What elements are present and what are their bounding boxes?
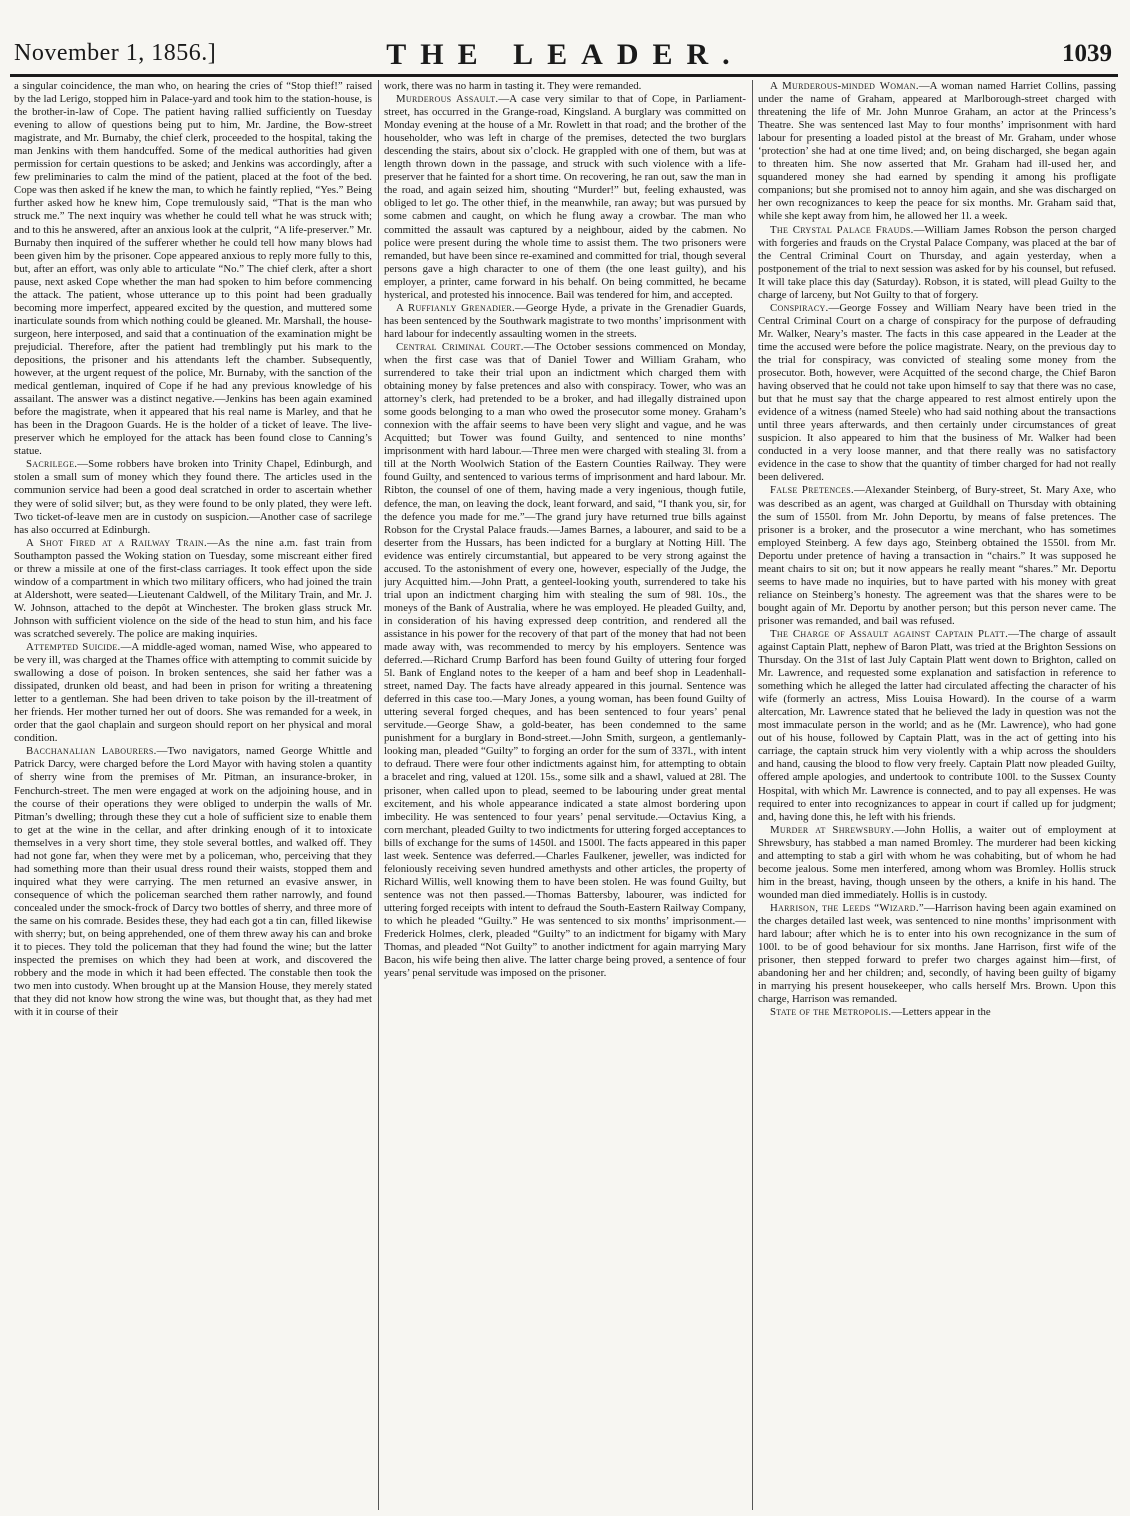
masthead-rule [10,74,1118,77]
article-text: —George Fossey and William Neary have been tried in the Central Criminal Court on a charge of conspiracy for the purpose of defrauding Mr. Walker, Neary’s master. The facts in this case appeared in the Leader at the time the accused were before the police magistrate. Neary, on the previous day to the trial for conspiracy, was convicted of stealing some money from the prosecutor. Both, however, were Acquitted of the second charge, the Chief Baron having observed that he could not take upon himself to say that there was no case, but that he must say that the charge appeared to rest almost entirely upon the evidence of a witness (named Steele) who had said nothing about the transactions until three years afterwards, and then certainly under circumstances of great suspicion. It also appeared to him that the business of Mr. Walker had been conducted in a very loose manner, and that there really was no satisfactory evidence in the case to show that the quantity of timber charged for had not really been delivered. [758,301,1116,484]
column-2 [384,80,746,1510]
article-heading: Sacrilege. [26,458,78,471]
article-heading: A Shot Fired at a Railway Train. [26,536,207,549]
article-text: —As the nine a.m. fast train from Southampton passed the Woking station on Tuesday, some miscreant either fired or threw a missile at one of the first-class carriages. It took effect upon the side window of a compartment in which two military officers, who had joined the train at Aldershott, were seated—Lieutenant Caldwell, of the Military Train, and Mr. J. W. Johnson, attached to the depôt at Winchester. The broken glass struck Mr. Johnson with sufficient violence on the side of the head to stun him, and his face was scratched severely. The police are making inquiries. [14,536,372,640]
article-heading: Central Criminal Court. [396,340,524,353]
article-paragraph [758,80,1116,224]
article-text: —A woman named Harriet Collins, passing under the name of Graham, appeared at Marlborough-street charged with threatening the life of Mr. John Munroe Graham, an actor at the Princess’s Theatre. She was sentenced last May to four months’ imprisonment with hard labour for presenting a loaded pistol at the breast of Mr. Graham, under whose ‘protection’ she had at one time lived; and, on being discharged, she began again to threaten him. She now asserted that Mr. Graham had ill-used her, and squandered money she had earned by spending it among his profligate companions; but she promised not to annoy him again, and she was discharged on her own recognizances to keep the peace for six months. Mr. Graham said that, while she kept away from him, he allowed her 1l. a week. [758,80,1116,223]
article-text: —The charge of assault against Captain Platt, nephew of Baron Platt, was tried at the Brighton Sessions on Thursday. On the 31st of last July Captain Platt went down to Brighton, called on Mr. Lawrence, and requested some explanation and satisfaction in reference to something which he alleged the latter had circulated affecting the character of his wife (formerly an actress, Miss Louisa Howard). In the course of a warm altercation, Mr. Lawrence stated that he believed the lady in question was not the most immaculate person in the world; and as he (Mr. Lawrence), who had gone out of his house, followed by Captain Platt, was in the act of getting into his carriage, the captain struck him very violently with a whip across the shoulders and hand, causing the blood to flow very freely. Captain Platt now pleaded Guilty, offered ample apologies, and undertook to contribute 100l. to the Sussex County Hospital, with which Mr. Lawrence is connected, and to pay all expenses. He was required to enter into recognizances to appear in court if called up for judgment; and, having done this, he left with his friends. [758,627,1116,823]
article-paragraph [14,458,372,536]
article-heading: Harrison, the Leeds “Wizard.” [770,901,924,914]
article-heading: Bacchanalian Labourers. [26,745,157,758]
article-heading: The Crystal Palace Frauds. [770,223,914,236]
article-paragraph [758,628,1116,824]
article-text: —Two navigators, named George Whittle and Patrick Darcy, were charged before the Lord Mayor with having stolen a quantity of sherry wine from the premises of Mr. Pitman, an insurance-broker, in Fenchurch-street. The men were engaged at work on the adjoining house, and in the course of their operations they were obliged to underpin the walls of Mr. Pitman’s dwelling; through these they cut a hole of sufficient size to enable them to get at the wine in the cellar, and after drinking enough of it to intoxicate themselves in a very short time, they stole several bottles, and walked off. They had not gone far, when they were met by a policeman, who, perceiving that they had something more than their usual dress round their waists, stopped them and inquired what they were carrying. The men returned an evasive answer, in consequence of which the policeman searched them rather narrowly, and found concealed under the smock-frock of Darcy two bottles of sherry, and three more of the same on his comrade. Besides these, they had each got a tin can, filled likewise with sherry; but, on being apprehended, one of them threw away his can and broke it to pieces. They told the policeman that they had found the wine; but the latter inspected the premises on which they had been at work, and discovered the robbery and the mode in which it had been effected. The constable then took the two men into custody. When brought up at the Mansion House, they merely stated that they did not know how strong the wine was, but thought that, as they had met with it in course of their [14,745,372,1019]
masthead [0,0,1130,78]
article-text: —A case very similar to that of Cope, in Parliament-street, has occurred in the Grange-road, Kingsland. A burglary was committed on Monday evening at the house of a Mr. Rowlett in that road; and the brother of the householder, who was left in charge of the premises, detected the two burglars descending the stairs, about six o’clock. He grappled with one of them, but was at length thrown down in the passage, and struck with such violence with a life-preserver that he fainted for a short time. On recovering, he ran out, saw the man in the road, and again seized him, shouting “Murder!” but, feeling exhausted, was obliged to let go. The other thief, in the meanwhile, ran away; but was pursued by some cabmen and caught, on which he flung away a crowbar. The man who committed the assault was captured by a neighbour, aided by the cabmen. No police were present during the whole time to assist them. The two prisoners were remanded, but have been since re-examined and committed for trial, though several persons gave a high character to one of them (the one least guilty), and his employer, a printer, came forward in his behalf. On being committed, he became hysterical, and protested his innocence. Bail was tendered for him, and accepted. [384,93,746,301]
article-paragraph [14,745,372,1019]
newspaper-title: THE LEADER. [386,38,744,71]
article-paragraph [758,824,1116,902]
article-paragraph [384,93,746,302]
article-paragraph [14,641,372,745]
column-1 [14,80,372,1510]
article-paragraph [758,1006,1116,1019]
article-text: —Harrison having been again examined on the charges detailed last week, was sentenced to nine months’ imprisonment with hard labour; after which he is to enter into his own recognizance in the sum of 100l. to be of good behaviour for six months. Jane Harrison, first wife of the prisoner, then stepped forward to prefer two charges against him—first, of abandoning her and her children; and, secondly, of having been guilty of bigamy in marrying his present housekeeper, who calls herself Mrs. Brown. Upon this charge, Harrison was remanded. [758,901,1116,1006]
article-text: —A middle-aged woman, named Wise, who appeared to be very ill, was charged at the Thames office with attempting to commit suicide by swallowing a dose of poison. In broken sentences, she said her father was a dissipated, drunken old beast, and had been in prison for writing a threatening letter to a gentleman. She had been driven to take poison by the ill-treatment of her friends. Her mother turned her out of doors. She was remanded for a week, in order that the gaol chaplain and surgeon should report on her physical and moral condition. [14,641,372,745]
article-text: —John Hollis, a waiter out of employment at Shrewsbury, has stabbed a man named Bromley. The murderer had been kicking and attempting to stab a girl with whom he was cohabiting, but of whom he had become jealous. Some men interfered, among whom was Bromley. Hollis struck him in the breast, having, though unseen by the others, a knife in his hand. The wounded man died immediately. Hollis is in custody. [758,823,1116,901]
article-paragraph [758,902,1116,1006]
article-heading: Murder at Shrewsbury. [770,823,895,836]
article-paragraph [384,80,746,93]
article-heading: Attempted Suicide. [26,641,121,654]
article-heading: A Ruffianly Grenadier. [396,301,516,314]
article-heading: False Pretences. [770,484,854,497]
article-text: —Alexander Steinberg, of Bury-street, St. Mary Axe, who was described as an agent, was charged at Guildhall on Thursday with obtaining the sum of 1550l. from Mr. John Deportu, by means of false pretences. The prisoner is a broker, and the prosecutor a wine merchant, who has sometimes employed Steinberg. A few days ago, Steinberg obtained the 1550l. from Mr. Deportu under pretence of having a transaction in “chairs.” It was supposed he meant chairs to sit on; but it now appears he really meant “shares.” Mr. Deportu seems to have made no inquiries, but to have parted with his money with great reliance on Steinberg’s honesty. The agreement was that the shares were to be bought again of Mr. Deportu by another person; but this person never came. The prisoner was remanded, and bail was refused. [758,484,1116,627]
article-paragraph [14,537,372,641]
article-heading: A Murderous-minded Woman. [770,80,919,92]
article-text: —William James Robson the person charged with forgeries and frauds on the Crystal Palace Company, was placed at the bar of the Central Criminal Court on Thursday, and again yesterday, when a postponement of the trial to next session was asked for by his counsel, but refused. It will take place this day (Saturday). Robson, it is stated, will plead Guilty to the charge of larceny, but Not Guilty to that of forgery. [758,223,1116,301]
article-paragraph [384,302,746,341]
article-text: work, there was no harm in tasting it. They were remanded. [384,80,642,92]
article-paragraph [758,302,1116,485]
article-heading: Conspiracy. [770,301,829,314]
article-heading: The Charge of Assault against Captain Platt. [770,627,1009,640]
article-paragraph [758,484,1116,628]
article-paragraph [14,80,372,458]
column-3 [758,80,1116,1510]
article-heading: State of the Metropolis. [770,1006,892,1019]
page-number: 1039 [1062,40,1112,67]
column-divider [378,80,379,1510]
article-text: —Some robbers have broken into Trinity Chapel, Edinburgh, and stolen a small sum of money which they found there. The articles used in the communion service had been a good deal scratched in order to ascertain whether they were of solid silver; but, as they were found to be only plated, they were left. Two ticket-of-leave men are in custody on suspicion.—Another case of sacrilege has also occurred at Edinburgh. [14,458,372,536]
article-paragraph [384,341,746,980]
article-heading: Murderous Assault. [396,93,499,106]
issue-date: November 1, 1856.] [14,40,217,66]
article-paragraph [758,224,1116,302]
article-text: —The October sessions commenced on Monday, when the first case was that of Daniel Tower and William Graham, who surrendered to take their trial upon an indictment which charged them with obtaining money by false pretences and also with conspiracy. Tower, who was an attorney’s clerk, had pretended to be a broker, and had illegally distrained upon some goods belonging to a man who owed the prosecutor some money. Graham’s connexion with the affair seems to have been very slight and vague, and he was Acquitted; but Tower was found Guilty, and sentenced to nine months’ imprisonment with hard labour.—Three men were charged with stealing 3l. from a till at the North Woolwich Station of the Eastern Counties Railway. They were found Guilty, and sentenced to various terms of imprisonment and hard labour. Mr. Ribton, the counsel of one of them, having made a very ingenious, though futile, defence, the man, on leaving the dock, leant forward, and said, “I thank you, sir, for the defence you made for me.”—The grand jury have returned true bills against Robson for the Crystal Palace frauds.—James Barnes, a labourer, and said to be a deserter from the Hussars, has been indicted for a burglary at Notting Hill. The evidence was entirely circumstantial, but appeared to be very strong against the accused. To the astonishment of every one, however, especially of the Judge, the jury Acquitted him.—John Pratt, a genteel-looking youth, surrendered to take his trial upon an indictment charging him with stealing the sum of 98l. 10s., the moneys of the Bank of Australia, where he was employed. He pleaded Guilty, and, in consideration of his having expressed deep contrition, and rendered all the assistance in his power for the recovery of that part of the money that had not been made away with, was recommended to mercy by his employers. Sentence was deferred.—Richard Crump Barford has been found Guilty of uttering four forged 5l. Bank of England notes to the keeper of a ham and beef shop in Leadenhall-street, named Day. The facts have already appeared in this journal. Sentence was deferred in this case too.—Mary Jones, a young woman, has been found Guilty of uttering several forged cheques, and has been sentenced to four years’ penal servitude.—George Shaw, a gold-beater, has been condemned to the same punishment for a burglary in Bond-street.—John Smith, surgeon, a gentlemanly-looking man, pleaded “Guilty” to forging an order for the sum of 337l., with intent to defraud. There were four other indictments against him, for attempting to obtain a bracelet and ring, valued at 120l. 15s., some silk and a shawl, valued at 28l. The prisoner, when called upon to plead, seemed to be labouring under great mental excitement, and his whole appearance indicated a state almost bordering upon imbecility. He was sentenced to four years’ penal servitude.—Octavius King, a corn merchant, pleaded Guilty to two indictments for uttering forged acceptances to bills of exchange for the sums of 1450l. and 1500l. The facts appeared in this paper last week. Sentence was deferred.—Charles Faulkener, jeweller, was indicted for feloniously receiving seven hundred amethysts and other articles, the property of Richard Willis, well knowing them to have been stolen. He was found Guilty, but sentence was not then passed.—Thomas Battersby, labourer, was indicted for uttering forged receipts with intent to defraud the South-Eastern Railway Company, to which he pleaded “Guilty.” He was sentenced to six months’ imprisonment.—Frederick Holmes, clerk, pleaded “Guilty” to an indictment for bigamy with Mary Thomas, and pleaded “Not Guilty” to another indictment for again marrying Mary Bacon, his wife being then alive. The latter charge being proved, a sentence of four years’ penal servitude was imposed on the prisoner. [384,340,746,980]
column-divider [752,80,753,1510]
article-text: a singular coincidence, the man who, on hearing the cries of “Stop thief!” raised by the lad Lerigo, stopped him in Palace-yard and took him to the station-house, is the brother-in-law of Cope. The patient having rallied sufficiently on Tuesday evening to allow of questions being put to him, Mr. Jardine, the Bow-street magistrate, and Mr. Burnaby, the chief clerk, proceeded to the hospital, taking the man Jenkins with them handcuffed. Some of the medical authorities had given permission for certain questions to be asked; and Jenkins was accordingly, after a few preliminaries to calm the mind of the patient, placed at the foot of the bed. Cope was then asked if he knew the man, to which he faintly replied, “Yes.” Being further asked how he knew him, Cope tremulously said, “That is the man who struck me.” The next inquiry was whether he could tell what he was struck with; and to this he answered, after an anxious look at the culprit, “A life-preserver.” Mr. Burnaby then inquired of the sufferer whether he could tell how many blows had been given him by the prisoner. Cope appeared anxious to reply more fully to this, but, after an effort, was only able to articulate “No.” The chief clerk, after a short pause, next asked Cope whether the man had spoken to him before commencing the attack. The patient, whose utterance up to this point had been gradually becoming more imperfect, appeared excited by the question, and muttered some inarticulate sounds from which nothing could be gleaned. Mr. Marshall, the house-surgeon, here interposed, and said that a continuation of the examination might be prejudicial. Therefore, after the patient had tremblingly put his mark to the depositions, the prisoner and his attendants left the chamber. Subsequently, however, at the urgent request of the police, Mr. Burnaby, with the sanction of the medical gentleman, inquired of Cope if he had any previous knowledge of his assailant. The answer was a distinct negative.—Jenkins has been again examined before the magistrate, when it appeared that his real name is Marley, and that he has been in the Dragoon Guards. He is the holder of a ticket of leave. The live-preserver which he employed for the attack has been found close to Canning’s statue. [14,80,372,458]
article-text: —George Hyde, a private in the Grenadier Guards, has been sentenced by the Southwark magistrate to two months’ imprisonment with hard labour for indecently assaulting women in the streets. [384,301,746,340]
article-text: —Letters appear in the [891,1006,991,1019]
